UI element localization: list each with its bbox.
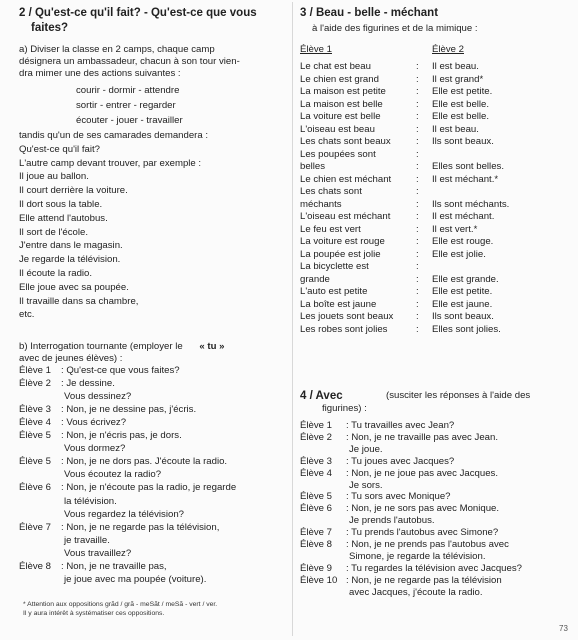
- dialogue-line: la télévision.: [64, 495, 117, 507]
- speaker-label: Élève 8: [19, 560, 51, 572]
- speaker-label: Élève 5: [300, 491, 332, 503]
- speaker-label: Élève 6: [19, 482, 51, 494]
- example-line: tandis qu'un de ses camarades demandera :: [19, 130, 209, 141]
- section-3-title: 3 / Beau - belle - méchant: [300, 7, 439, 19]
- eleve-2-response: Ils sont beaux.: [432, 311, 494, 322]
- intro-line: désignera un ambassadeur, chacun à son tour vien-: [19, 56, 240, 67]
- speaker-label: Élève 2: [300, 431, 332, 443]
- speaker-label: Élève 1: [19, 365, 51, 376]
- eleve-1-statement: Le feu est vert: [300, 223, 361, 235]
- separator-colon: :: [416, 273, 419, 285]
- dialogue-line: Vous regardez la télévision?: [64, 508, 184, 520]
- speaker-label: Élève 7: [300, 527, 332, 539]
- eleve-2-response: Il est grand*: [432, 73, 484, 85]
- speaker-label: Élève 7: [19, 521, 51, 533]
- speaker-label: Élève 10: [300, 574, 338, 586]
- eleve-2-response: Il est méchant.*: [432, 173, 499, 185]
- separator-colon: :: [416, 123, 419, 135]
- footnote: Il y aura intérêt à systématiser ces oppositions.: [23, 610, 165, 617]
- dialogue-line: Simone, je regarde la télévision.: [349, 550, 486, 562]
- section-2-title: 2 / Qu'est-ce qu'il fait? - Qu'est-ce que vous: [19, 7, 257, 19]
- eleve-2-response: Elle est belle.: [432, 98, 490, 110]
- dialogue-line: Vous écoutez la radio?: [64, 469, 162, 481]
- dialogue-line: : Non, je ne regarde pas la télévision,: [61, 521, 220, 533]
- eleve-2-response: Elle est petite.: [432, 286, 493, 297]
- eleve-2-response: Elle est rouge.: [432, 236, 494, 247]
- speaker-label: Élève 3: [19, 404, 51, 416]
- separator-colon: :: [416, 98, 419, 110]
- eleve-1-statement: L'oiseau est méchant: [300, 211, 391, 222]
- example-line: J'entre dans le magasin.: [19, 240, 123, 252]
- eleve-1-statement: grande: [300, 273, 330, 285]
- separator-colon: :: [416, 73, 419, 85]
- speaker-label: Élève 5: [19, 456, 51, 468]
- dialogue-line: avec Jacques, j'écoute la radio.: [349, 586, 483, 598]
- speaker-label: Élève 9: [300, 562, 332, 574]
- dialogue-line: je travaille.: [64, 534, 110, 546]
- example-line: Il court derrière la voiture.: [19, 185, 128, 197]
- dialogue-line: Vous dessinez?: [64, 391, 132, 403]
- speaker-label: Élève 8: [300, 539, 332, 550]
- eleve-2-response: Ils sont beaux.: [432, 136, 494, 147]
- eleve-1-statement: Les chats sont: [300, 186, 362, 197]
- eleve-1-statement: La voiture est rouge: [300, 236, 385, 247]
- eleve-2-response: Il est beau.: [432, 123, 479, 135]
- action-list-item: écouter - jouer - travailler: [76, 115, 183, 126]
- part-b-intro-text: b) Interrogation tournante (employer le: [19, 341, 183, 352]
- dialogue-line: Je sors.: [349, 479, 383, 491]
- eleve-2-response: Elle est petite.: [432, 86, 493, 97]
- dialogue-line: : Vous écrivez?: [61, 417, 127, 429]
- example-line: Qu'est-ce qu'il fait?: [19, 143, 100, 155]
- eleve-2-response: Elle est belle.: [432, 111, 490, 122]
- eleve-2-response: Il est beau.: [432, 61, 479, 72]
- example-line: Elle attend l'autobus.: [19, 212, 108, 224]
- separator-colon: :: [416, 61, 419, 72]
- eleve-1-statement: L'oiseau est beau: [300, 123, 375, 135]
- speaker-label: Élève 4: [300, 467, 332, 479]
- eleve-1-statement: La maison est belle: [300, 98, 383, 110]
- example-line: Il dort sous la table.: [19, 199, 103, 210]
- example-line: Il sort de l'école.: [19, 226, 89, 238]
- eleve-1-statement: Le chien est grand: [300, 73, 379, 85]
- tu-emphasis: « tu »: [199, 341, 225, 352]
- column-header-eleve-1: Élève 1: [300, 44, 332, 55]
- dialogue-line: Vous dormez?: [64, 443, 126, 455]
- example-line: Il écoute la radio.: [19, 268, 93, 279]
- eleve-1-statement: La poupée est jolie: [300, 248, 381, 260]
- eleve-1-statement: Les robes sont jolies: [300, 323, 388, 335]
- section-4-title: 4 / Avec: [300, 390, 343, 402]
- dialogue-line: : Non, je ne regarde pas la télévision: [346, 574, 502, 586]
- dialogue-line: Vous travaillez?: [64, 547, 132, 559]
- example-line: Elle joue avec sa poupée.: [19, 281, 129, 293]
- eleve-1-statement: La voiture est belle: [300, 111, 381, 122]
- eleve-1-statement: Le chat est beau: [300, 61, 371, 72]
- eleve-1-statement: La maison est petite: [300, 86, 386, 97]
- dialogue-line: : Non, je ne prends pas l'autobus avec: [346, 539, 509, 550]
- footnote: * Attention aux oppositions grãd / grã - meSãt / meSã - vert / ver.: [23, 601, 218, 608]
- speaker-label: Élève 3: [300, 455, 332, 467]
- speaker-label: Élève 2: [19, 378, 51, 390]
- separator-colon: :: [416, 323, 419, 335]
- separator-colon: :: [416, 286, 419, 297]
- separator-colon: :: [416, 173, 419, 185]
- eleve-2-response: Il est méchant.: [432, 211, 495, 222]
- eleve-2-response: Elle est jolie.: [432, 248, 486, 260]
- page-number: 73: [559, 624, 568, 633]
- separator-colon: :: [416, 186, 419, 197]
- eleve-2-response: Ils sont méchants.: [432, 198, 510, 210]
- eleve-1-statement: La bicyclette est: [300, 261, 369, 272]
- eleve-1-statement: méchants: [300, 198, 342, 210]
- dialogue-line: : Tu prends l'autobus avec Simone?: [346, 527, 499, 539]
- dialogue-line: : Non, je ne travaille pas,: [61, 560, 167, 572]
- dialogue-line: Je prends l'autobus.: [349, 515, 435, 527]
- part-b-intro-cont: avec de jeunes élèves) :: [19, 353, 123, 364]
- eleve-2-response: Elle est jaune.: [432, 298, 493, 310]
- eleve-1-statement: Le chien est méchant: [300, 173, 392, 185]
- speaker-label: Élève 4: [19, 417, 51, 429]
- dialogue-line: : Tu joues avec Jacques?: [346, 455, 455, 467]
- eleve-2-response: Il est vert.*: [432, 223, 478, 235]
- separator-colon: :: [416, 236, 419, 247]
- dialogue-line: : Non, je ne dessine pas, j'écris.: [61, 404, 197, 416]
- eleve-1-statement: Les jouets sont beaux: [300, 311, 394, 322]
- separator-colon: :: [416, 223, 419, 235]
- separator-colon: :: [416, 198, 419, 210]
- dialogue-line: Je joue.: [349, 443, 383, 455]
- eleve-1-statement: belles: [300, 161, 326, 172]
- separator-colon: :: [416, 111, 419, 122]
- eleve-2-response: Elles sont belles.: [432, 161, 504, 172]
- column-divider: [292, 2, 293, 636]
- dialogue-line: : Non, je ne joue pas avec Jacques.: [346, 467, 498, 479]
- eleve-2-response: Elle est grande.: [432, 273, 499, 285]
- speaker-label: Élève 1: [300, 420, 332, 431]
- dialogue-line: je joue avec ma poupée (voiture).: [64, 573, 207, 585]
- eleve-2-response: Elles sont jolies.: [432, 323, 501, 335]
- dialogue-line: : Non, je ne travaille pas avec Jean.: [346, 431, 498, 443]
- example-line: etc.: [19, 309, 35, 321]
- intro-line: a) Diviser la classe en 2 camps, chaque camp: [19, 44, 215, 55]
- speaker-label: Élève 5: [19, 430, 51, 442]
- part-b-intro: [19, 341, 224, 353]
- dialogue-line: : Tu travailles avec Jean?: [346, 420, 455, 431]
- eleve-1-statement: La boîte est jaune: [300, 298, 377, 310]
- eleve-1-statement: L'auto est petite: [300, 286, 368, 297]
- dialogue-line: : Tu sors avec Monique?: [346, 491, 451, 503]
- separator-colon: :: [416, 161, 419, 172]
- section-2-title-cont: faites?: [31, 22, 69, 34]
- example-line: Il travaille dans sa chambre,: [19, 295, 139, 307]
- intro-line: dra mimer une des actions suivantes :: [19, 68, 181, 79]
- separator-colon: :: [416, 211, 419, 222]
- separator-colon: :: [416, 311, 419, 322]
- separator-colon: :: [416, 248, 419, 260]
- eleve-1-statement: Les poupées sont: [300, 148, 376, 160]
- separator-colon: :: [416, 148, 419, 160]
- separator-colon: :: [416, 86, 419, 97]
- dialogue-line: : Qu'est-ce que vous faites?: [61, 365, 180, 376]
- separator-colon: :: [416, 261, 419, 272]
- section-4-subtitle-cont: figurines) :: [322, 403, 367, 414]
- separator-colon: :: [416, 136, 419, 147]
- separator-colon: :: [416, 298, 419, 310]
- dialogue-line: : Non, je ne sors pas avec Monique.: [346, 503, 500, 515]
- dialogue-line: : Tu regardes la télévision avec Jacques?: [346, 562, 522, 574]
- section-3-subtitle: à l'aide des figurines et de la mimique :: [312, 23, 478, 34]
- example-line: L'autre camp devant trouver, par exemple :: [19, 157, 202, 169]
- action-list-item: courir - dormir - attendre: [76, 85, 180, 96]
- dialogue-line: : Non, je n'écoute pas la radio, je regarde: [61, 482, 237, 494]
- action-list-item: sortir - entrer - regarder: [76, 100, 176, 111]
- dialogue-line: : Non, je n'écris pas, je dors.: [61, 430, 182, 442]
- dialogue-line: : Non, je ne dors pas. J'écoute la radio.: [61, 456, 228, 468]
- eleve-1-statement: Les chats sont beaux: [300, 136, 391, 147]
- example-line: Il joue au ballon.: [19, 171, 89, 183]
- example-line: Je regarde la télévision.: [19, 254, 121, 266]
- column-header-eleve-2: Élève 2: [432, 44, 464, 55]
- dialogue-line: : Je dessine.: [61, 378, 115, 390]
- section-4-subtitle: (susciter les réponses à l'aide des: [386, 390, 531, 401]
- speaker-label: Élève 6: [300, 503, 332, 515]
